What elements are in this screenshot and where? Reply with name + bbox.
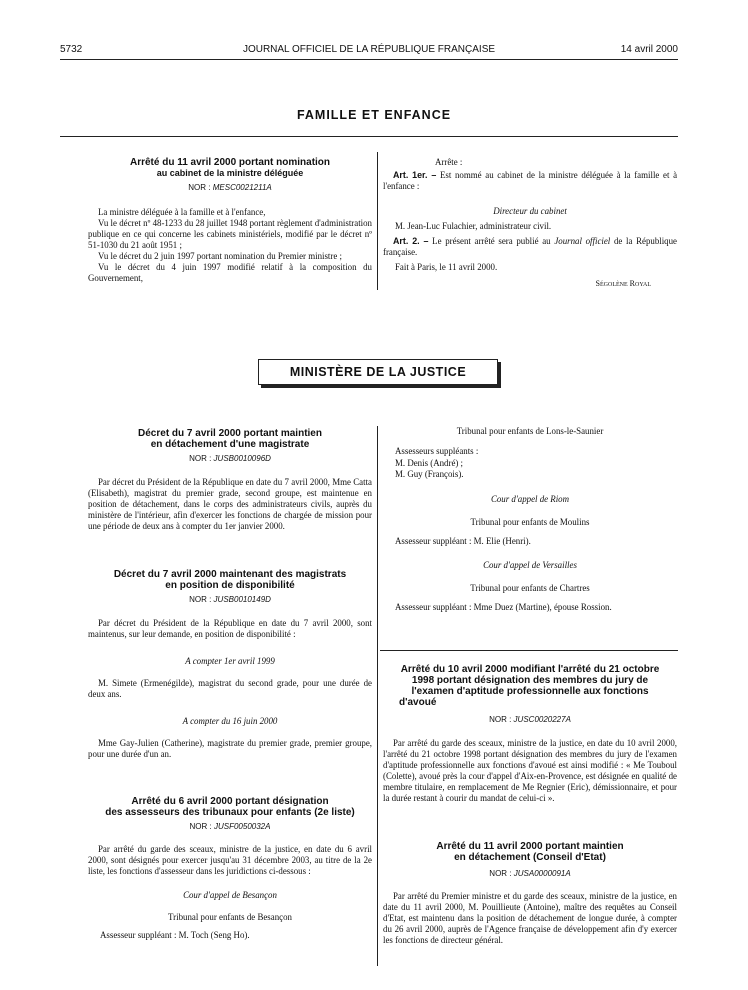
page-number: 5732 xyxy=(60,44,83,55)
article-1: Art. 1er. – Est nommé au cabinet de la ministre déléguée à la famille et à l'enfance : xyxy=(383,170,678,191)
arrete-jury-avoue xyxy=(383,664,677,804)
section-rule-famille xyxy=(60,136,678,137)
appointee: M. Jean-Luc Fulachier, administrateur civil. xyxy=(395,221,552,231)
tribunal-heading: Tribunal pour enfants de Moulins xyxy=(470,517,590,527)
arrete4-title-line3: l'examen d'aptitude professionnelle aux fonctions xyxy=(411,686,649,697)
nor-line: NOR : JUSF0050032A xyxy=(189,822,271,831)
court-heading: Cour d'appel de Versailles xyxy=(483,560,577,570)
nor-line: NOR : MESC0021211A xyxy=(188,183,272,192)
issue-date: 14 avril 2000 xyxy=(620,44,678,55)
fait-line: Fait à Paris, le 11 avril 2000. xyxy=(395,262,498,272)
decret1-title-line2: en détachement d'une magistrate xyxy=(150,439,310,450)
arrete5-title-line2: en détachement (Conseil d'Etat) xyxy=(454,852,606,863)
arrete-assesseurs xyxy=(88,796,372,941)
assesseur-line: Assesseur suppléant : Mme Duez (Martine), épouse Rossion. xyxy=(395,602,612,612)
section-title-justice: MINISTÈRE DE LA JUSTICE xyxy=(258,359,498,385)
decret1-paragraph: Par décret du Président de la République en date du 7 avril 2000, Mme Catta (Elisabeth), magistrat du premier grade, second groupe, est maintenue en position de détachement, dans le corps des administrateurs civils, auprès du ministère de l'intérieur, afin d'exercer les fonctions de chargée de mission pour une période de deux ans à compter du 1er janvier 2000. xyxy=(88,477,372,531)
arrete4-title-line2: 1998 portant désignation des membres du jury de xyxy=(411,675,649,686)
article-2: Art. 2. – Le présent arrêté sera publié au Journal officiel de la République française. xyxy=(383,236,678,257)
assesseur-line: Assesseur suppléant : M. Toch (Seng Ho). xyxy=(100,930,250,940)
arrete-paragraph: Vu le décret du 2 juin 1997 portant nomination du Premier ministre ; xyxy=(98,251,342,261)
decret2-paragraph: Par décret du Président de la République en date du 7 avril 2000, sont maintenus, sur leur demande, en position de disponibilité : xyxy=(88,618,372,639)
arrete3-title-line1: Arrêté du 6 avril 2000 portant désignation xyxy=(131,796,329,807)
journal-title: JOURNAL OFFICIEL DE LA RÉPUBLIQUE FRANÇAISE xyxy=(242,44,496,55)
decret2-paragraph: Mme Gay-Julien (Catherine), magistrate du premier grade, premier groupe, pour une durée d'un an. xyxy=(88,738,372,759)
decret1-title-line1: Décret du 7 avril 2000 portant maintien xyxy=(138,428,322,439)
arrete-famille-left xyxy=(88,157,372,284)
decret2-subheading: A compter 1er avril 1999 xyxy=(185,656,275,666)
decret2-title-line2: en position de disponibilité xyxy=(165,580,295,591)
arrete-paragraph: Vu le décret du 4 juin 1997 modifié relatif à la composition du Gouvernement, xyxy=(88,262,372,283)
decret2-subheading: A compter du 16 juin 2000 xyxy=(182,716,278,726)
decret-disponibilite xyxy=(88,569,372,760)
arrete-word: Arrête : xyxy=(435,157,463,167)
decret2-paragraph: M. Simete (Ermenégilde), magistrat du second grade, pour une durée de deux ans. xyxy=(88,678,372,699)
arrete5-paragraph: Par arrêté du Premier ministre et du garde des sceaux, ministre de la justice, en date du 11 avril 2000, M. Pouillieute (Antoine), maître des requêtes au Conseil d'Etat, est maintenu dans la position de détachement de longue durée, à compter du 26 avril 2000, auprès de l'Agence française de développement afin d'y exercer les fonctions de directeur général. xyxy=(383,891,677,945)
column-divider-famille xyxy=(377,152,378,290)
signature: Ségolène Royal xyxy=(595,279,651,288)
arrete4-title-line4: d'avoué xyxy=(399,697,437,708)
assesseur-line: M. Denis (André) ; xyxy=(395,458,464,468)
arrete-title-line2: au cabinet de la ministre déléguée xyxy=(156,168,304,178)
arrete-assesseurs-continued xyxy=(383,426,677,613)
section-title-famille: FAMILLE ET ENFANCE xyxy=(296,108,452,122)
arrete4-paragraph: Par arrêté du garde des sceaux, ministre de la justice, en date du 10 avril 2000, l'arrêté du 21 octobre 1998 portant désignation des membres du jury de l'examen d'aptitude professionnelle aux fonctions d'avoué est ainsi modifié : « Me Touboul (Colette), avoué près la cour d'appel d'Aix-en-Provence, est désignée en qualité de membre titulaire, en remplacement de Me Regnier (Eric), démissionnaire, et pour la durée restant à courir du mandat de celui-ci ». xyxy=(383,738,677,803)
decret-maintien-detachement xyxy=(88,428,372,532)
article-separator xyxy=(380,650,678,651)
nor-line: NOR : JUSA0000091A xyxy=(489,869,571,878)
page-header xyxy=(60,44,678,58)
tribunal-heading: Tribunal pour enfants de Chartres xyxy=(470,583,590,593)
nor-line: NOR : JUSB0010149D xyxy=(189,595,271,604)
arrete3-title-line2: des assesseurs des tribunaux pour enfants (2e liste) xyxy=(105,807,355,818)
arrete-title-line1: Arrêté du 11 avril 2000 portant nomination xyxy=(129,157,331,168)
header-rule xyxy=(60,59,678,60)
nor-line: NOR : JUSC0020227A xyxy=(489,715,571,724)
arrete-paragraph: Vu le décret nº 48-1233 du 28 juillet 1948 portant règlement d'administration publique en ce qui concerne les cabinets ministériels, modifié par le décret nº 51-1030 du 21 août 1951 ; xyxy=(88,218,372,250)
tribunal-heading: Tribunal pour enfants de Besançon xyxy=(168,912,292,922)
function-title: Directeur du cabinet xyxy=(493,206,567,216)
decret2-title-line1: Décret du 7 avril 2000 maintenant des magistrats xyxy=(113,569,347,580)
arrete5-title-line1: Arrêté du 11 avril 2000 portant maintien xyxy=(436,841,624,852)
column-divider-justice xyxy=(377,426,378,966)
court-heading: Cour d'appel de Besançon xyxy=(183,890,277,900)
arrete3-paragraph: Par arrêté du garde des sceaux, ministre de la justice, en date du 6 avril 2000, sont désignés pour exercer jusqu'au 31 décembre 2003, au titre de la 2e liste, les fonctions d'assesseur dans les juridictions ci-dessous : xyxy=(88,844,372,876)
assesseur-line: Assesseur suppléant : M. Elie (Henri). xyxy=(395,536,531,546)
assesseurs-label: Assesseurs suppléants : xyxy=(395,446,479,456)
court-heading: Cour d'appel de Riom xyxy=(490,494,570,504)
nor-line: NOR : JUSB0010096D xyxy=(189,454,271,463)
arrete-detachement-conseil-etat xyxy=(383,841,677,946)
assesseur-line: M. Guy (François). xyxy=(395,469,464,479)
tribunal-heading: Tribunal pour enfants de Lons-le-Saunier xyxy=(456,426,604,436)
arrete-famille-right xyxy=(383,157,677,289)
arrete-paragraph: La ministre déléguée à la famille et à l'enfance, xyxy=(98,207,266,217)
arrete4-title-line1: Arrêté du 10 avril 2000 modifiant l'arrêté du 21 octobre xyxy=(400,664,660,675)
